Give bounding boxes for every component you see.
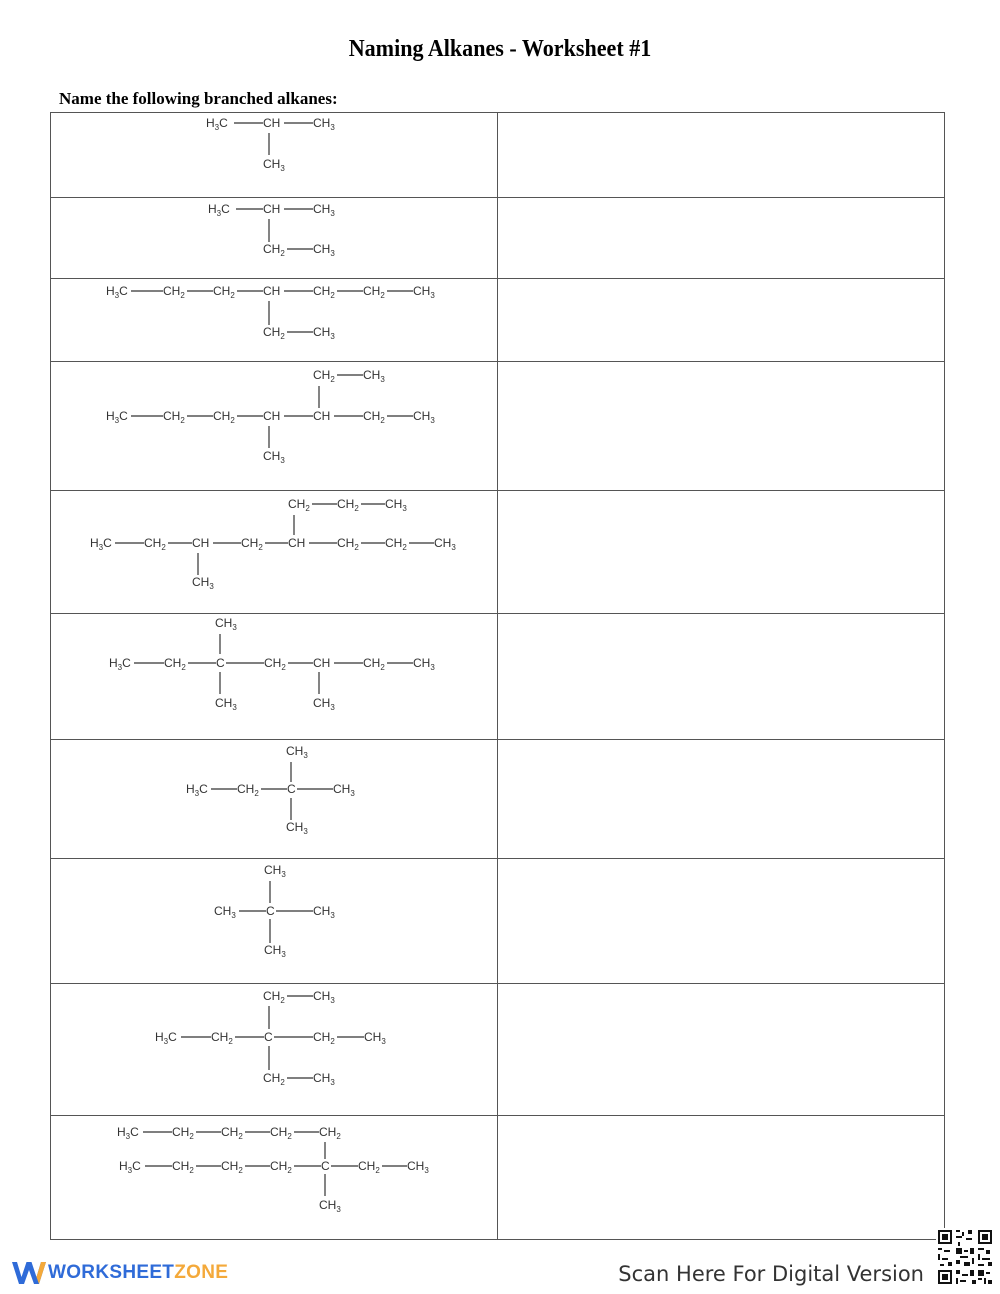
- svg-text:CH2: $CH_2$: [363, 656, 385, 672]
- table-row: [51, 198, 945, 279]
- qr-code-icon[interactable]: [936, 1228, 994, 1286]
- svg-text:CH2: $CH_2$: [172, 1159, 194, 1175]
- svg-text:CH3: $CH_3$: [215, 616, 237, 632]
- structure-cell: [51, 984, 498, 1116]
- svg-text:CH2: $CH_2$: [337, 497, 359, 513]
- svg-text:H3C: $H_3C$: [208, 202, 230, 218]
- svg-text:CH3: $CH_3$: [413, 284, 435, 300]
- svg-text:CH2: $CH_2$: [337, 536, 359, 552]
- answer-cell[interactable]: [498, 279, 945, 362]
- svg-text:CH3: $CH_3$: [333, 782, 355, 798]
- table-row: [51, 740, 945, 859]
- svg-text:CH3: $CH_3$: [363, 368, 385, 384]
- svg-text:CH2: $CH_2$: [363, 284, 385, 300]
- svg-text:H3C: $H_3C$: [106, 409, 128, 425]
- worksheet-zone-logo: [10, 1258, 228, 1288]
- svg-text:CH2: $CH_2$: [211, 1030, 233, 1046]
- table-row: [51, 614, 945, 740]
- svg-text:H3C: $H_3C$: [206, 116, 228, 132]
- instructions: Name the following branched alkanes:: [59, 89, 338, 108]
- answer-cell[interactable]: [498, 113, 945, 198]
- structure-cell: [51, 1116, 498, 1240]
- svg-text:CH2: $CH_2$: [213, 409, 235, 425]
- svg-text:CH2: $CH_2$: [213, 284, 235, 300]
- svg-text:CH3: $CH_3$: [313, 1071, 335, 1087]
- svg-text:CH2: $CH_2$: [221, 1159, 243, 1175]
- svg-text:CH3: $CH_3$: [319, 1198, 341, 1214]
- svg-text:CH: CH: [313, 656, 331, 670]
- svg-text:CH3: $CH_3$: [385, 497, 407, 513]
- logo-text-zone: ZONE: [174, 1262, 229, 1283]
- structure-cell: [51, 279, 498, 362]
- svg-text:CH2: $CH_2$: [241, 536, 263, 552]
- svg-text:H3C: $H_3C$: [117, 1125, 139, 1141]
- structure-cell: [51, 198, 498, 279]
- svg-text:C: C: [216, 656, 225, 670]
- table-row: [51, 279, 945, 362]
- svg-text:CH2: $CH_2$: [363, 409, 385, 425]
- svg-text:CH3: $CH_3$: [192, 575, 214, 591]
- structure-cell: [51, 859, 498, 984]
- svg-text:CH: CH: [263, 284, 281, 298]
- svg-text:CH3: $CH_3$: [263, 157, 285, 173]
- svg-text:CH2: $CH_2$: [358, 1159, 380, 1175]
- svg-text:CH2: $CH_2$: [164, 656, 186, 672]
- svg-text:CH2: $CH_2$: [237, 782, 259, 798]
- answer-cell[interactable]: [498, 859, 945, 984]
- svg-text:CH3: $CH_3$: [264, 943, 286, 959]
- structure-10-diagram: [51, 1116, 497, 1239]
- answer-cell[interactable]: [498, 1116, 945, 1240]
- svg-text:CH: CH: [313, 409, 331, 423]
- svg-text:CH3: $CH_3$: [264, 863, 286, 879]
- logo-text-worksheet: WORKSHEET: [48, 1262, 175, 1283]
- svg-text:CH3: $CH_3$: [313, 696, 335, 712]
- svg-text:CH3: $CH_3$: [413, 656, 435, 672]
- svg-text:CH2: $CH_2$: [263, 242, 285, 258]
- svg-text:CH: CH: [263, 202, 281, 216]
- svg-text:C: C: [264, 1030, 273, 1044]
- structure-4-diagram: [51, 362, 497, 490]
- svg-text:H3C: $H_3C$: [186, 782, 208, 798]
- svg-text:CH3: $CH_3$: [407, 1159, 429, 1175]
- table-row: [51, 362, 945, 491]
- svg-text:CH2: $CH_2$: [313, 1030, 335, 1046]
- answer-cell[interactable]: [498, 984, 945, 1116]
- svg-text:CH3: $CH_3$: [313, 116, 335, 132]
- table-row: [51, 491, 945, 614]
- svg-text:CH3: $CH_3$: [263, 449, 285, 465]
- svg-text:CH: CH: [263, 116, 281, 130]
- scan-text: Scan Here For Digital Version: [618, 1262, 924, 1286]
- structure-9-diagram: [51, 984, 497, 1115]
- answer-cell[interactable]: [498, 614, 945, 740]
- structure-7-diagram: [51, 740, 497, 858]
- svg-text:CH3: $CH_3$: [286, 820, 308, 836]
- structure-cell: [51, 491, 498, 614]
- svg-text:H3C: $H_3C$: [90, 536, 112, 552]
- worksheet-title: Naming Alkanes - Worksheet #1: [348, 36, 652, 62]
- svg-text:CH2: $CH_2$: [263, 1071, 285, 1087]
- svg-text:CH2: $CH_2$: [144, 536, 166, 552]
- structure-cell: [51, 614, 498, 740]
- svg-text:CH2: $CH_2$: [319, 1125, 341, 1141]
- svg-text:CH: CH: [288, 536, 306, 550]
- svg-text:CH: CH: [263, 409, 281, 423]
- table-row: [51, 1116, 945, 1240]
- svg-text:H3C: $H_3C$: [155, 1030, 177, 1046]
- svg-text:CH2: $CH_2$: [163, 284, 185, 300]
- svg-text:CH3: $CH_3$: [313, 242, 335, 258]
- svg-text:H3C: $H_3C$: [106, 284, 128, 300]
- svg-text:CH3: $CH_3$: [313, 325, 335, 341]
- svg-text:C: C: [287, 782, 296, 796]
- svg-text:CH3: $CH_3$: [313, 904, 335, 920]
- svg-text:CH3: $CH_3$: [313, 202, 335, 218]
- svg-text:H3C: $H_3C$: [119, 1159, 141, 1175]
- svg-text:CH2: $CH_2$: [313, 284, 335, 300]
- svg-text:CH2: $CH_2$: [385, 536, 407, 552]
- structure-8-diagram: [51, 859, 497, 983]
- svg-text:H3C: $H_3C$: [109, 656, 131, 672]
- svg-text:CH3: $CH_3$: [214, 904, 236, 920]
- answer-cell[interactable]: [498, 362, 945, 491]
- svg-text:CH3: $CH_3$: [215, 696, 237, 712]
- svg-text:CH3: $CH_3$: [364, 1030, 386, 1046]
- svg-text:CH3: $CH_3$: [313, 989, 335, 1005]
- structure-cell: [51, 113, 498, 198]
- structure-cell: [51, 740, 498, 859]
- svg-text:CH2: $CH_2$: [263, 989, 285, 1005]
- svg-text:CH2: $CH_2$: [163, 409, 185, 425]
- svg-text:CH2: $CH_2$: [172, 1125, 194, 1141]
- table-row: [51, 859, 945, 984]
- structure-5-diagram: [51, 491, 497, 613]
- svg-text:CH3: $CH_3$: [434, 536, 456, 552]
- svg-text:CH2: $CH_2$: [270, 1125, 292, 1141]
- alkane-table: [50, 112, 945, 1240]
- svg-text:CH2: $CH_2$: [263, 325, 285, 341]
- answer-cell[interactable]: [498, 740, 945, 859]
- svg-text:CH2: $CH_2$: [221, 1125, 243, 1141]
- svg-text:C: C: [266, 904, 275, 918]
- structure-2-diagram: [51, 198, 497, 278]
- svg-text:CH2: $CH_2$: [288, 497, 310, 513]
- answer-cell[interactable]: [498, 198, 945, 279]
- logo-w-icon: [10, 1258, 48, 1288]
- answer-cell[interactable]: [498, 491, 945, 614]
- svg-text:CH3: $CH_3$: [413, 409, 435, 425]
- svg-text:CH2: $CH_2$: [270, 1159, 292, 1175]
- structure-6-diagram: [51, 614, 497, 739]
- svg-text:CH: CH: [192, 536, 210, 550]
- svg-text:C: C: [321, 1159, 330, 1173]
- svg-text:CH2: $CH_2$: [264, 656, 286, 672]
- table-row: [51, 984, 945, 1116]
- svg-text:CH3: $CH_3$: [286, 744, 308, 760]
- table-row: [51, 113, 945, 198]
- structure-3-diagram: [51, 279, 497, 361]
- svg-text:CH2: $CH_2$: [313, 368, 335, 384]
- structure-cell: [51, 362, 498, 491]
- structure-1-diagram: [51, 113, 497, 197]
